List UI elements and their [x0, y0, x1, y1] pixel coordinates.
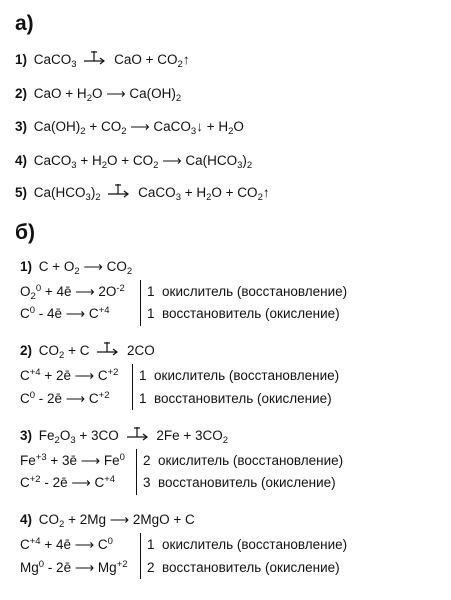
formula-text: C: [20, 306, 30, 321]
superscript: +2: [29, 474, 41, 485]
equation-a1: [15, 51, 190, 69]
equation-number: 3): [20, 428, 33, 443]
formula-text: ⟶ CaCO: [126, 119, 191, 134]
half-reaction: [20, 474, 115, 492]
equation-a5: [15, 184, 270, 202]
formula-text: 2CO: [127, 343, 155, 358]
formula-text: O: [59, 428, 71, 443]
formula-text: Ca(OH): [33, 119, 81, 134]
balance-row: [139, 390, 332, 408]
coefficient: 2: [147, 560, 155, 575]
subscript: 2: [59, 519, 65, 530]
formula-text: C + O: [38, 259, 75, 274]
subscript: 2: [74, 266, 80, 277]
formula-text: C: [20, 475, 30, 490]
half-reaction: [20, 559, 128, 577]
coefficient: 1: [147, 284, 155, 299]
section-b-heading: б): [15, 221, 35, 244]
equation-number: 3): [15, 119, 28, 134]
subscript: 3: [85, 192, 91, 203]
role-label: окислитель (восстановление): [162, 537, 348, 552]
formula-text: + 3CO: [75, 428, 119, 443]
formula-text: + 2ē ⟶ C: [40, 368, 108, 383]
coefficient: 1: [139, 391, 147, 406]
heat-arrow-icon: [83, 54, 107, 66]
coefficient: 3: [143, 475, 151, 490]
formula-text: ↑: [262, 185, 270, 200]
coefficient: 1: [147, 306, 155, 321]
half-reaction: [20, 390, 110, 408]
formula-text: Fe: [38, 428, 55, 443]
subscript: 3: [71, 160, 77, 171]
superscript: 0: [38, 559, 45, 570]
half-reaction: [20, 283, 125, 301]
superscript: +4: [98, 305, 110, 316]
subscript: 3: [175, 192, 181, 203]
subscript: 2: [257, 192, 263, 203]
superscript: 0: [29, 305, 36, 316]
subscript: 2: [228, 126, 234, 137]
formula-text: ): [242, 153, 247, 168]
subscript: 2: [30, 291, 36, 302]
heat-arrow-icon: [126, 430, 150, 442]
formula-text: + 4ē ⟶ 2O: [41, 284, 117, 299]
subscript: 2: [54, 435, 60, 446]
equation-a4: [15, 152, 252, 170]
formula-text: ): [90, 185, 96, 200]
role-label: восстановитель (окисление): [158, 475, 336, 490]
formula-text: + H: [180, 185, 207, 200]
equation-number: 1): [20, 259, 33, 274]
formula-text: + H: [76, 153, 102, 168]
superscript: +3: [35, 452, 47, 463]
formula-text: O ⟶ Ca(OH): [91, 86, 176, 101]
formula-text: - 4ē ⟶ C: [35, 306, 99, 321]
formula-text: C: [20, 368, 30, 383]
formula-text: + C: [64, 343, 90, 358]
subscript: 2: [86, 93, 92, 104]
formula-text: CaO + H: [33, 86, 87, 101]
role-label: восстановитель (окисление): [162, 306, 340, 321]
formula-text: + CO: [85, 119, 122, 134]
formula-text: O + CO: [211, 185, 258, 200]
coefficient: 1: [147, 537, 155, 552]
subscript: 2: [177, 59, 183, 70]
superscript: -2: [116, 283, 125, 294]
superscript: +2: [116, 559, 128, 570]
formula-text: + 2Mg ⟶ 2MgO + C: [64, 512, 195, 527]
redox-title-2: [20, 342, 155, 360]
formula-text: C: [20, 391, 30, 406]
balance-row: [143, 452, 343, 470]
formula-text: + 3ē ⟶ Fe: [46, 453, 120, 468]
formula-text: - 2ē ⟶ C: [35, 391, 99, 406]
equation-number: 2): [20, 343, 33, 358]
superscript: 0: [107, 536, 113, 547]
equation-number: 4): [20, 512, 33, 527]
half-reaction: [20, 367, 118, 385]
formula-text: 2Fe + 3CO: [156, 428, 223, 443]
superscript: +4: [29, 367, 41, 378]
superscript: +2: [98, 390, 110, 401]
subscript: 2: [246, 160, 253, 171]
superscript: +4: [29, 536, 41, 547]
coefficient: 2: [143, 453, 151, 468]
formula-text: ⟶ CO: [79, 259, 127, 274]
balance-divider: [136, 449, 137, 495]
formula-text: CaCO: [33, 153, 72, 168]
role-label: восстановитель (окисление): [154, 391, 332, 406]
half-reaction: [20, 536, 113, 554]
formula-text: Mg: [20, 560, 39, 575]
formula-text: O + CO: [107, 153, 154, 168]
formula-text: + 4ē ⟶ C: [40, 537, 108, 552]
half-reaction: [20, 452, 125, 470]
redox-title-4: [20, 511, 195, 529]
subscript: 2: [153, 160, 159, 171]
balance-row: [147, 283, 347, 301]
formula-text: CO: [38, 512, 60, 527]
formula-text: CaCO: [33, 52, 72, 67]
subscript: 2: [206, 192, 212, 203]
equation-number: 2): [15, 86, 28, 101]
heat-arrow-icon: [96, 345, 120, 357]
formula-text: ⟶ Ca(HCO: [158, 153, 238, 168]
role-label: окислитель (восстановление): [154, 368, 340, 383]
subscript: 2: [222, 435, 229, 446]
balance-divider: [132, 364, 133, 410]
balance-row: [147, 536, 347, 554]
section-a-heading: а): [15, 12, 34, 35]
redox-title-1: [20, 258, 132, 276]
subscript: 3: [190, 126, 197, 137]
heat-arrow-icon: [107, 187, 131, 199]
balance-divider: [140, 280, 141, 326]
balance-divider: [140, 533, 141, 579]
superscript: +4: [104, 474, 116, 485]
role-label: восстановитель (окисление): [162, 560, 340, 575]
formula-text: O: [20, 284, 31, 299]
equation-a2: [15, 85, 181, 103]
subscript: 2: [101, 160, 108, 171]
half-reaction: [20, 305, 110, 323]
subscript: 2: [121, 126, 127, 137]
subscript: 3: [237, 160, 243, 171]
equation-a3: [15, 118, 244, 136]
formula-text: Fe: [20, 453, 36, 468]
superscript: 0: [119, 452, 125, 463]
equation-number: 1): [15, 52, 28, 67]
formula-text: ↓ + H: [196, 119, 229, 134]
formula-text: - 2ē ⟶ C: [40, 475, 105, 490]
balance-row: [139, 367, 339, 385]
formula-text: - 2ē ⟶ Mg: [44, 560, 117, 575]
subscript: 2: [126, 266, 133, 277]
redox-title-3: [20, 427, 228, 445]
superscript: +2: [107, 367, 119, 378]
formula-text: Ca(HCO: [33, 185, 86, 200]
balance-row: [147, 305, 340, 323]
subscript: 2: [95, 192, 101, 203]
formula-text: CaO + CO: [114, 52, 178, 67]
formula-text: CO: [38, 343, 60, 358]
formula-text: CaCO: [138, 185, 176, 200]
subscript: 2: [175, 93, 182, 104]
superscript: 0: [29, 390, 36, 401]
subscript: 2: [80, 126, 86, 137]
superscript: 0: [35, 283, 42, 294]
coefficient: 1: [139, 368, 147, 383]
balance-row: [143, 474, 336, 492]
subscript: 3: [70, 435, 76, 446]
subscript: 2: [59, 350, 65, 361]
subscript: 3: [71, 59, 77, 70]
balance-row: [147, 559, 340, 577]
formula-text: O: [233, 119, 244, 134]
formula-text: C: [20, 537, 30, 552]
role-label: окислитель (восстановление): [158, 453, 344, 468]
equation-number: 4): [15, 153, 28, 168]
formula-text: ↑: [182, 52, 190, 67]
role-label: окислитель (восстановление): [162, 284, 348, 299]
equation-number: 5): [15, 185, 28, 200]
